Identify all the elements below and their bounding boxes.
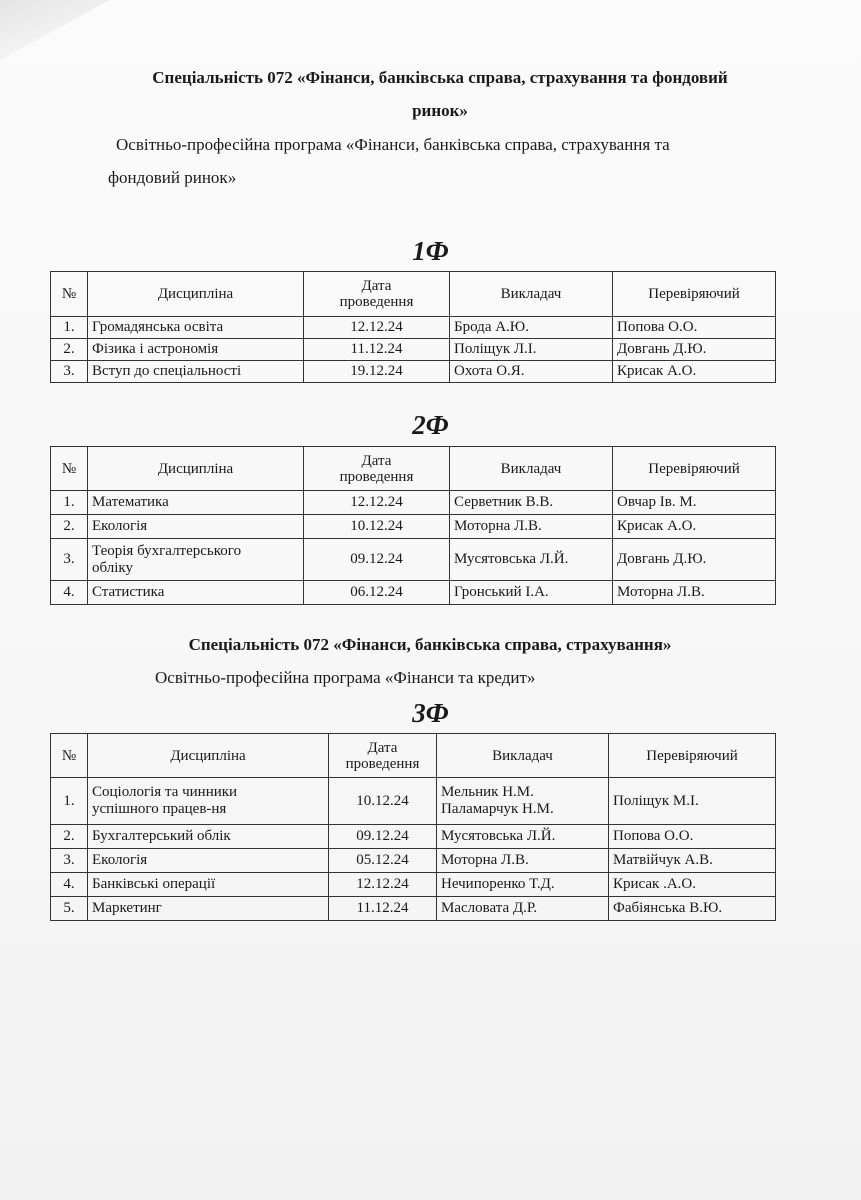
row-teacher: Брода А.Ю. (450, 317, 613, 339)
table-row (51, 317, 776, 339)
table-row (51, 849, 776, 873)
col-reviewer: Перевіряючий (613, 272, 776, 317)
row-discipline: Вступ до спеціальності (88, 361, 304, 383)
table-row (51, 539, 776, 581)
table-header-row (51, 734, 776, 778)
row-num: 2. (51, 515, 88, 539)
row-discipline: Екологія (88, 849, 329, 873)
table-row (51, 581, 776, 605)
col-discipline: Дисципліна (88, 272, 304, 317)
row-teacher: Моторна Л.В. (450, 515, 613, 539)
row-date: 19.12.24 (304, 361, 450, 383)
row-discipline: Математика (88, 491, 304, 515)
row-discipline-line2: обліку (92, 559, 133, 576)
row-num: 3. (51, 849, 88, 873)
col-date-line1: Дата (367, 739, 398, 756)
row-discipline: Екологія (88, 515, 304, 539)
row-reviewer: Фабіянська В.Ю. (609, 897, 776, 921)
row-num: 5. (51, 897, 88, 921)
table-row (51, 515, 776, 539)
col-teacher: Викладач (450, 272, 613, 317)
row-teacher: Серветник В.В. (450, 491, 613, 515)
table-row (51, 361, 776, 383)
row-reviewer: Овчар Ів. М. (613, 491, 776, 515)
row-discipline-line1: Теорія бухгалтерського (92, 542, 242, 559)
col-date-line1: Дата (361, 278, 392, 294)
row-reviewer: Довгань Д.Ю. (613, 339, 776, 361)
table-row (51, 873, 776, 897)
row-num: 3. (51, 361, 88, 383)
row-date: 05.12.24 (329, 849, 437, 873)
col-date (329, 734, 437, 778)
row-date: 09.12.24 (304, 539, 450, 581)
row-date: 10.12.24 (304, 515, 450, 539)
row-reviewer: Крисак А.О. (613, 515, 776, 539)
row-discipline: Бухгалтерський облік (88, 825, 329, 849)
row-num: 4. (51, 873, 88, 897)
row-discipline-line2: успішного працев-ня (92, 801, 227, 817)
row-num: 1. (51, 491, 88, 515)
col-date-line2: проведення (345, 755, 420, 772)
row-reviewer: Поліщук М.І. (609, 778, 776, 825)
specialty2-heading: Спеціальність 072 «Фінанси, банківська справа, страхування» (188, 635, 672, 654)
row-discipline: Маркетинг (88, 897, 329, 921)
row-discipline: Статистика (88, 581, 304, 605)
col-discipline: Дисципліна (88, 734, 329, 778)
row-reviewer: Крисак А.О. (613, 361, 776, 383)
group-title-2f: 2Ф (412, 410, 449, 440)
schedule-table-3f (50, 733, 776, 921)
program-title (108, 128, 788, 194)
row-teacher: Гронський І.А. (450, 581, 613, 605)
group-title-3f: 3Ф (412, 698, 449, 728)
col-date-line2: проведення (339, 294, 414, 310)
row-num: 2. (51, 825, 88, 849)
col-discipline: Дисципліна (88, 447, 304, 491)
row-discipline-line1: Соціологія та чинники (92, 784, 238, 800)
table-row (51, 778, 776, 825)
col-teacher: Викладач (437, 734, 609, 778)
row-num: 3. (51, 539, 88, 581)
program-title-line1: Освітньо-професійна програма «Фінанси, банківська справа, страхування та (116, 135, 670, 154)
table-header-row (51, 447, 776, 491)
row-teacher: Мусятовська Л.Й. (437, 825, 609, 849)
row-reviewer: Матвійчук А.В. (609, 849, 776, 873)
row-discipline: Фізика і астрономія (88, 339, 304, 361)
row-discipline (88, 778, 329, 825)
col-date-line1: Дата (361, 452, 392, 469)
col-reviewer: Перевіряючий (613, 447, 776, 491)
row-date: 06.12.24 (304, 581, 450, 605)
table-row (51, 825, 776, 849)
row-reviewer: Довгань Д.Ю. (613, 539, 776, 581)
specialty-heading-line1: Спеціальність 072 «Фінанси, банківська справа, страхування та фондовий (152, 68, 728, 87)
col-date (304, 447, 450, 491)
row-date: 11.12.24 (329, 897, 437, 921)
row-teacher: Моторна Л.В. (437, 849, 609, 873)
row-date: 10.12.24 (329, 778, 437, 825)
row-discipline: Громадянська освіта (88, 317, 304, 339)
row-reviewer: Попова О.О. (613, 317, 776, 339)
col-teacher: Викладач (450, 447, 613, 491)
row-teacher: Мусятовська Л.Й. (450, 539, 613, 581)
col-num: № (51, 734, 88, 778)
row-date: 12.12.24 (329, 873, 437, 897)
row-teacher (437, 778, 609, 825)
col-reviewer: Перевіряючий (609, 734, 776, 778)
row-num: 2. (51, 339, 88, 361)
row-teacher-line1: Мельник Н.М. (441, 784, 534, 800)
row-date: 09.12.24 (329, 825, 437, 849)
row-num: 1. (51, 778, 88, 825)
program2-title: Освітньо-професійна програма «Фінанси та кредит» (155, 668, 536, 687)
row-num: 4. (51, 581, 88, 605)
col-date (304, 272, 450, 317)
col-date-line2: проведення (339, 468, 414, 485)
row-date: 12.12.24 (304, 317, 450, 339)
program-title-line2: фондовий ринок» (108, 168, 237, 187)
table-row (51, 897, 776, 921)
specialty-heading (90, 61, 790, 127)
row-teacher: Поліщук Л.І. (450, 339, 613, 361)
schedule-table-2f (50, 446, 776, 605)
col-num: № (51, 272, 88, 317)
row-teacher: Нечипоренко Т.Д. (437, 873, 609, 897)
row-reviewer: Моторна Л.В. (613, 581, 776, 605)
row-teacher: Охота О.Я. (450, 361, 613, 383)
row-num: 1. (51, 317, 88, 339)
schedule-table-1f (50, 271, 776, 383)
row-discipline: Банківські операції (88, 873, 329, 897)
row-reviewer: Попова О.О. (609, 825, 776, 849)
row-teacher: Масловата Д.Р. (437, 897, 609, 921)
row-discipline (88, 539, 304, 581)
col-num: № (51, 447, 88, 491)
group-title-1f: 1Ф (412, 236, 449, 266)
table-row (51, 339, 776, 361)
page-fold-shadow (0, 0, 110, 60)
specialty-heading-line2: ринок» (412, 101, 468, 120)
row-reviewer: Крисак .А.О. (609, 873, 776, 897)
row-date: 11.12.24 (304, 339, 450, 361)
table-header-row (51, 272, 776, 317)
row-date: 12.12.24 (304, 491, 450, 515)
row-teacher-line2: Паламарчук Н.М. (441, 801, 554, 817)
table-row (51, 491, 776, 515)
